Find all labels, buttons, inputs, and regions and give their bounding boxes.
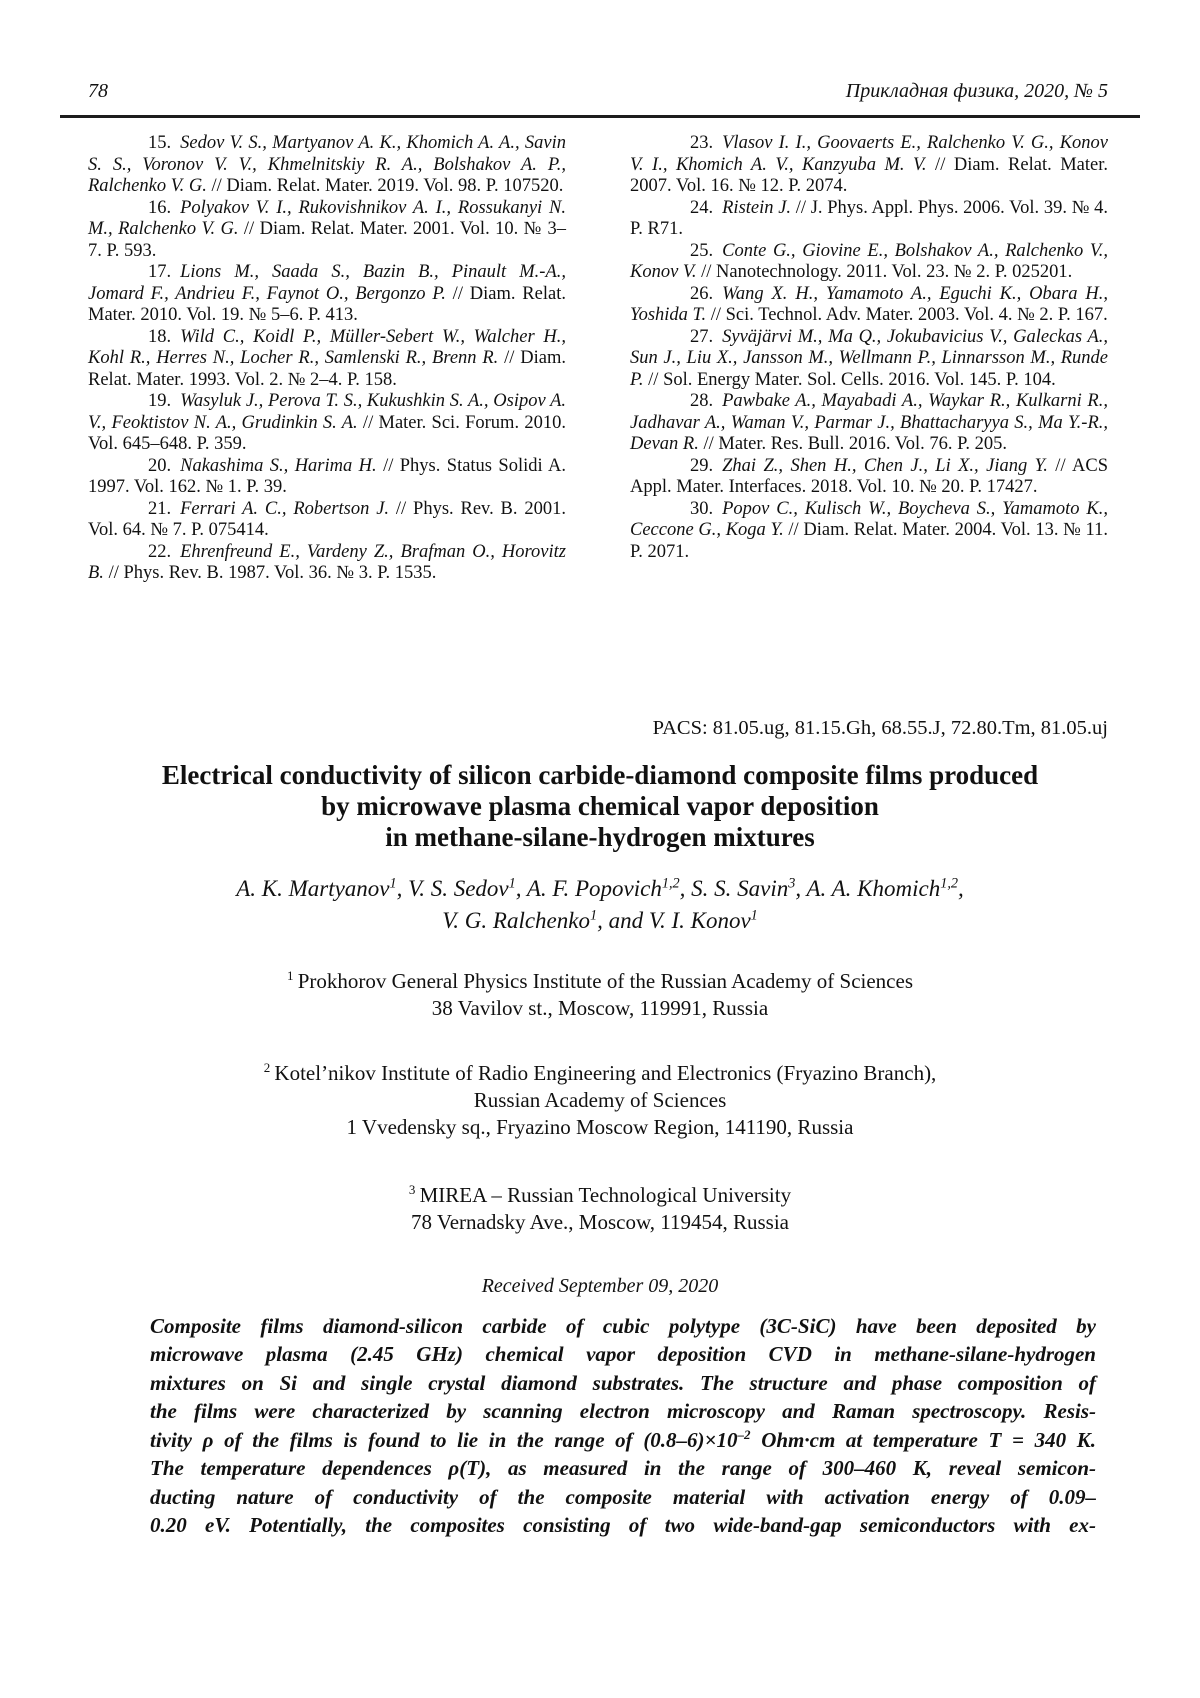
received-date: Received September 09, 2020	[481, 1274, 719, 1297]
page-number: 78	[88, 80, 108, 102]
reference-authors: Polyakov V. I., Rukovishnikov A. I., Rossukanyi N. M., Ralchenko V. G.	[88, 197, 566, 239]
affiliation-line: $^3$ MIREA – Russian Technological University	[408, 1181, 792, 1207]
affiliation-line: $^1$ Prokhorov General Physics Institute of the Russian Academy of Sciences	[286, 967, 913, 993]
reference-source: // Diam. Relat. Mater. 2019. Vol. 98. P. 107520.	[206, 176, 564, 196]
reference-authors: Syväjärvi M., Ma Q., Jokubavicius V., Galeckas A., Sun J., Liu X., Jansson M., Wellmann P., Linnarsson M., Runde P.	[630, 326, 1108, 390]
affiliation-line: $^2$ Kotel’nikov Institute of Radio Engineering and Electronics (Fryazino Branch),	[263, 1059, 937, 1085]
reference-item	[88, 327, 566, 392]
reference-source: // Diam. Relat. Mater. 2004. Vol. 13. № 11. P. 2071.	[630, 520, 1108, 562]
reference-number: 20.	[148, 455, 172, 476]
reference-authors: Wang X. H., Yamamoto A., Eguchi K., Obara H., Yoshida T.	[630, 283, 1108, 325]
reference-source: // Diam. Relat. Mater. 2001. Vol. 10. № 3–7. P. 593.	[88, 219, 566, 261]
paper-title	[60, 760, 1140, 853]
reference-authors: Ferrari A. C., Robertson J.	[180, 498, 390, 519]
page-header	[88, 80, 1108, 103]
references-section	[88, 133, 1108, 585]
reference-number: 18.	[148, 326, 172, 347]
reference-item	[630, 456, 1108, 499]
affiliation	[0, 1182, 1200, 1236]
reference-item	[630, 284, 1108, 327]
reference-number: 15.	[148, 133, 172, 153]
reference-source: // ACS Appl. Mater. Interfaces. 2018. Vol. 10. № 20. P. 17427.	[630, 455, 1108, 497]
references-right-column	[630, 133, 1108, 585]
text-line: by microwave plasma chemical vapor deposition	[321, 790, 879, 821]
reference-source: // Nanotechnology. 2011. Vol. 23. № 2. P. 025201.	[696, 262, 1073, 282]
reference-source: // Sol. Energy Mater. Sol. Cells. 2016. Vol. 145. P. 104.	[643, 369, 1056, 390]
reference-authors: Sedov V. S., Martyanov A. K., Khomich A. A., Savin S. S., Voronov V. V., Khmelnitskiy R. A., Bolshakov A. P., Ralchenko V. G.	[88, 133, 566, 196]
reference-source: // J. Phys. Appl. Phys. 2006. Vol. 39. № 4. P. R71.	[630, 197, 1108, 239]
reference-number: 17.	[148, 262, 172, 282]
text-line: The temperature dependences ρ(T), as measured in the range of 300–460 K, reveal semicon-	[150, 1456, 1096, 1480]
text-line: tivity ρ of the films is found to lie in the range of $(0.8-6)\times 10^{-2}$ Ohm·cm at temperature T = 340 K.	[150, 1426, 1096, 1452]
reference-authors: Ristein J.	[722, 197, 792, 218]
affiliation-line: 38 Vavilov st., Moscow, 119991, Russia	[431, 995, 769, 1020]
text-line: Electrical conductivity of silicon carbide-diamond composite films produced	[161, 759, 1039, 790]
reference-item	[88, 198, 566, 263]
affiliation-line: 78 Vernadsky Ave., Moscow, 119454, Russia	[411, 1209, 789, 1234]
reference-source: // Diam. Relat. Mater. 2010. Vol. 19. № 5–6. P. 413.	[88, 283, 566, 325]
reference-number: 16.	[148, 197, 172, 218]
reference-number: 26.	[690, 283, 714, 304]
reference-authors: Conte G., Giovine E., Bolshakov A., Ralchenko V., Konov V.	[630, 240, 1108, 282]
reference-authors: Ehrenfreund E., Vardeny Z., Brafman O., Horovitz B.	[88, 541, 566, 583]
reference-source: // Diam. Relat. Mater. 1993. Vol. 2. № 2–4. P. 158.	[88, 348, 566, 390]
text-line: V. G. Ralchenko$^1$, and V. I. Konov$^1$	[442, 906, 758, 933]
reference-item	[630, 391, 1108, 456]
header-divider	[60, 115, 1140, 118]
reference-item	[88, 133, 566, 198]
reference-number: 24.	[690, 197, 714, 218]
reference-source: // Diam. Relat. Mater. 2007. Vol. 16. № 12. P. 2074.	[630, 154, 1108, 196]
text-line: A. K. Martyanov$^1$, V. S. Sedov$^1$, A. F. Popovich$^{1,2}$, S. S. Savin$^3$, A. A. Khomich$^{1,2}$,	[236, 874, 964, 901]
reference-item	[88, 262, 566, 327]
reference-item	[630, 133, 1108, 198]
reference-authors: Wasyluk J., Perova T. S., Kukushkin S. A., Osipov A. V., Feoktistov N. A., Grudinkin S. A.	[88, 391, 566, 433]
reference-item	[630, 499, 1108, 564]
affiliation	[0, 968, 1200, 1022]
reference-item	[88, 542, 566, 585]
reference-source: // Phys. Status Solidi A. 1997. Vol. 162. № 1. P. 39.	[88, 455, 567, 497]
references-left-column	[88, 133, 566, 585]
text-line: Composite films diamond-silicon carbide of cubic polytype (3C-SiC) have been deposited by	[150, 1313, 1096, 1338]
reference-number: 23.	[690, 133, 714, 153]
text-line: microwave plasma (2.45 GHz) chemical vapor deposition CVD in methane-silane-hydrogen	[150, 1342, 1096, 1366]
reference-number: 22.	[148, 541, 172, 562]
text-line: 0.20 eV. Potentially, the composites consisting of two wide-band-gap semiconductors with ex-	[150, 1513, 1096, 1537]
reference-authors: Zhai Z., Shen H., Chen J., Li X., Jiang Y.	[722, 455, 1048, 476]
pacs-line: PACS: 81.05.ug, 81.15.Gh, 68.55.J, 72.80.Tm, 81.05.uj	[652, 716, 1108, 739]
reference-number: 30.	[690, 498, 714, 519]
reference-number: 21.	[148, 498, 172, 519]
reference-item	[630, 241, 1108, 284]
affiliation-line: Russian Academy of Sciences	[473, 1087, 727, 1112]
reference-item	[88, 456, 566, 499]
reference-source: // Phys. Rev. B. 1987. Vol. 36. № 3. P. 1535.	[103, 563, 437, 583]
reference-source: // Mater. Res. Bull. 2016. Vol. 76. P. 205.	[698, 434, 1008, 454]
reference-item	[630, 327, 1108, 392]
affiliations-section	[0, 968, 1200, 1236]
affiliation	[0, 1060, 1200, 1141]
text-line: mixtures on Si and single crystal diamond substrates. The structure and phase composition of	[150, 1370, 1096, 1395]
reference-item	[88, 499, 566, 542]
reference-authors: Pawbake A., Mayabadi A., Waykar R., Kulkarni R., Jadhavar A., Waman V., Parmar J., Bhattacharyya S., Ma Y.-R., Devan R.	[630, 391, 1108, 454]
reference-source: // Phys. Rev. B. 2001. Vol. 64. № 7. P. 075414.	[88, 498, 566, 540]
reference-source: // Mater. Sci. Forum. 2010. Vol. 645–648. P. 359.	[88, 412, 566, 454]
reference-source: // Sci. Technol. Adv. Mater. 2003. Vol. 4. № 2. P. 167.	[706, 305, 1108, 325]
reference-authors: Lions M., Saada S., Bazin B., Pinault M.-A., Jomard F., Andrieu F., Faynot O., Bergonzo P.	[88, 262, 566, 304]
authors-list	[60, 873, 1140, 937]
reference-number: 19.	[148, 391, 172, 411]
reference-number: 29.	[690, 455, 714, 476]
reference-authors: Popov C., Kulisch W., Boycheva S., Yamamoto K., Ceccone G., Koga Y.	[630, 498, 1108, 540]
text-line: in methane-silane-hydrogen mixtures	[385, 821, 815, 852]
reference-authors: Nakashima S., Harima H.	[180, 455, 377, 476]
text-line: the films were characterized by scanning electron microscopy and Raman spectroscopy. Resis-	[150, 1399, 1096, 1423]
abstract-text	[150, 1312, 1096, 1540]
journal-title: Прикладная физика, 2020, № 5	[845, 80, 1108, 102]
reference-item	[630, 198, 1108, 241]
affiliation-line: 1 Vvedensky sq., Fryazino Moscow Region, 141190, Russia	[346, 1114, 854, 1139]
reference-number: 25.	[690, 240, 714, 261]
reference-item	[88, 391, 566, 456]
text-line: ducting nature of conductivity of the composite material with activation energy of 0.09–	[150, 1484, 1096, 1509]
reference-number: 28.	[690, 391, 714, 411]
reference-authors: Wild C., Koidl P., Müller-Sebert W., Walcher H., Kohl R., Herres N., Locher R., Samlenski R., Brenn R.	[88, 326, 566, 368]
reference-authors: Vlasov I. I., Goovaerts E., Ralchenko V. G., Konov V. I., Khomich A. V., Kanzyuba M. V.	[630, 133, 1108, 175]
reference-number: 27.	[690, 326, 714, 347]
